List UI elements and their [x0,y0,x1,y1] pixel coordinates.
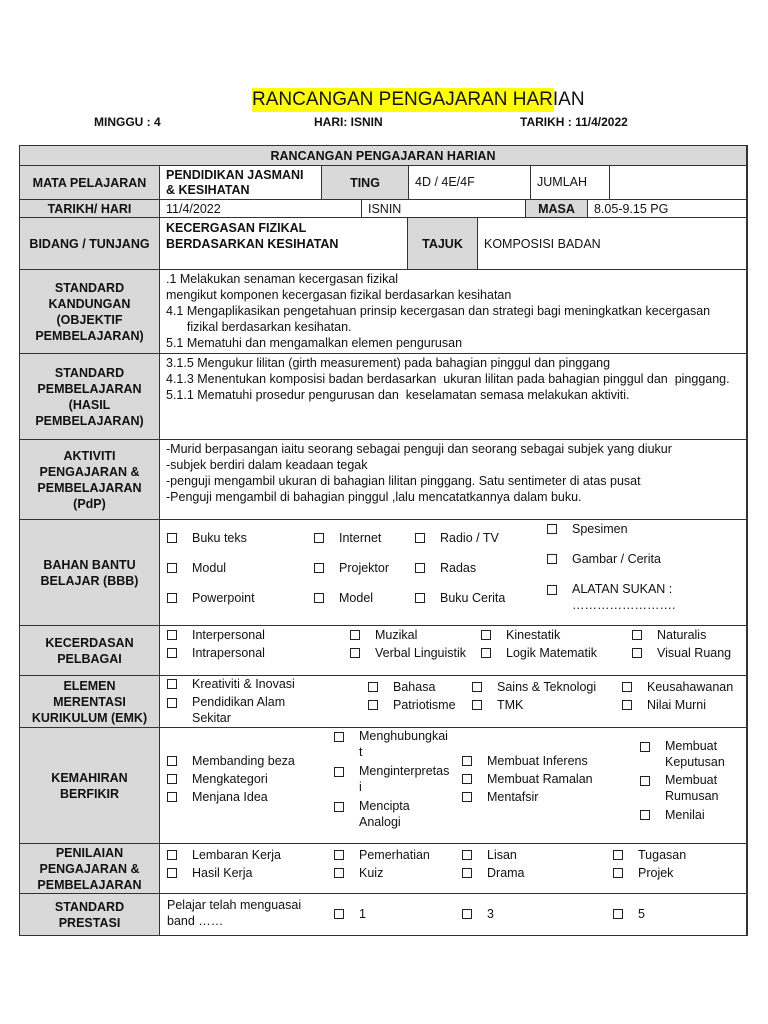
checkbox-icon[interactable] [167,679,177,689]
option-powerpoint[interactable] [167,590,255,606]
checkbox-icon[interactable] [314,593,324,603]
option-label: Menjana Idea [192,790,268,804]
option-pemerhatian[interactable] [334,847,430,863]
multiple-intelligence-label: KECERDASAN PELBAGAI [20,626,160,676]
checkbox-icon[interactable] [334,850,344,860]
learning-standard-text: 3.1.5 Mengukur lilitan (girth measurement) pada bahagian pinggul dan pinggang 4.1.3 Menentukan komposisi badan berdasarkan ukuran lilitan pada bahagian pinggul dan pinggang. 5.1.1 Mematuhi prosedur pengurusan dan keselamatan semasa melakukan aktiviti. [160,354,747,440]
option-intrapersonal[interactable] [167,645,265,661]
checkbox-icon[interactable] [167,756,177,766]
option-label: Radio / TV [440,531,499,545]
option-label: Menilai [665,808,705,822]
option-label: Membuat Rumusan [665,773,719,803]
cross-curriculum-label: ELEMEN MERENTASI KURIKULUM (EMK) [20,676,160,728]
checkbox-icon[interactable] [334,868,344,878]
checkbox-icon[interactable] [547,585,557,595]
option-mentafsir[interactable] [462,789,538,805]
learning-standard-label: STANDARD PEMBELAJARAN (HASIL PEMBELAJARAN) [20,354,160,440]
option-label: Mencipta Analogi [359,799,410,829]
option-bahasa[interactable] [368,679,435,695]
checkbox-icon[interactable] [334,732,344,742]
option-label: Muzikal [375,628,418,642]
subject-value: PENDIDIKAN JASMANI & KESIHATAN [160,166,322,200]
checkbox-icon[interactable] [632,648,642,658]
checkbox-icon[interactable] [622,682,632,692]
option-label: Menghubungkai t [359,729,448,759]
day-value: ISNIN [362,200,526,218]
checkbox-icon[interactable] [481,648,491,658]
option-label: 3 [487,907,494,921]
option-alatan-sukan[interactable] [547,581,675,613]
option-internet[interactable] [314,530,381,546]
checkbox-icon[interactable] [462,909,472,919]
option-label: Nilai Murni [647,698,707,712]
checkbox-icon[interactable] [167,563,177,573]
option-kuiz[interactable] [334,865,383,881]
cross-curriculum-options [160,676,747,728]
option-label: 5 [638,907,645,921]
option-label: Visual Ruang [657,646,732,660]
teaching-aids-label: BAHAN BANTU BELAJAR (BBB) [20,520,160,626]
checkbox-icon[interactable] [167,850,177,860]
option-radas[interactable] [415,560,476,576]
option-label: Kinestatik [506,628,561,642]
option-menjana-idea[interactable] [167,789,268,805]
option-label: Gambar / Cerita [572,552,661,566]
option-label: Pemerhatian [359,848,430,862]
checkbox-icon[interactable] [640,776,650,786]
subject-label: MATA PELAJARAN [20,166,160,200]
option-membuat-ramalan[interactable] [462,771,593,787]
option-mengkategori[interactable] [167,771,268,787]
activities-text: -Murid berpasangan iaitu seorang sebagai penguji dan seorang sebagai subjek yang diukur -subjek berdiri dalam keadaan tegak -penguji mengambil ukuran di bahagian lilitan pinggang. Satu sentimeter di atas pusat -Penguji mengambil di bahagian pinggul ,lalu mencatatkannya dalam buku. [160,440,747,520]
option-naturalis[interactable] [632,627,706,643]
option-label: Tugasan [638,848,687,862]
checkbox-icon[interactable] [167,774,177,784]
option-label: Drama [487,866,525,880]
date-value: 11/4/2022 [160,200,362,218]
checkbox-icon[interactable] [415,593,425,603]
option-radio-tv[interactable] [415,530,499,546]
checkbox-icon[interactable] [350,630,360,640]
date-day-label: TARIKH/ HARI [20,200,160,218]
option-lembaran-kerja[interactable] [167,847,281,863]
checkbox-icon[interactable] [640,810,650,820]
option-nilai-murni[interactable] [622,697,706,713]
checkbox-icon[interactable] [472,700,482,710]
option-menilai[interactable] [640,807,705,823]
option-label: Mengkategori [192,772,268,786]
checkbox-icon[interactable] [167,648,177,658]
checkbox-icon[interactable] [334,909,344,919]
option-label: Spesimen [572,522,628,536]
checkbox-icon[interactable] [368,700,378,710]
performance-standard-label: STANDARD PRESTASI [20,894,160,935]
option-label: 1 [359,907,366,921]
performance-standard-text: Pelajar telah menguasai band …… [167,898,302,928]
content-standard-text: .1 Melakukan senaman kecergasan fizikal mengikut komponen kecergasan fizikal berdasarkan kesihatan 4.1 Mengaplikasikan pengetahuan prinsip kecergasan dan strategi bagi meningkatkan kecergasan fizikal berdasarkan kesihatan. 5.1 Mematuhi dan mengamalkan elemen pengurusan [160,270,747,354]
checkbox-icon[interactable] [613,868,623,878]
option-label: Projek [638,866,674,880]
checkbox-icon[interactable] [314,563,324,573]
option-label: Membuat Inferens [487,754,588,768]
checkbox-icon[interactable] [462,792,472,802]
checkbox-icon[interactable] [622,700,632,710]
date-label: TARIKH : 11/4/2022 [520,115,628,129]
option-membuat-keputusan[interactable] [640,738,725,770]
checkbox-icon[interactable] [462,868,472,878]
total-label: JUMLAH [531,166,610,200]
option-label: Modul [192,561,227,575]
option-model[interactable] [314,590,373,606]
field-label: BIDANG / TUNJANG [20,218,160,270]
option-label: Membanding beza [192,754,295,768]
option-membanding-beza[interactable] [167,753,295,769]
option-label: Logik Matematik [506,646,598,660]
option-gambar-cerita[interactable] [547,551,661,567]
option-sains-teknologi[interactable] [472,679,596,695]
option-buku-cerita[interactable] [415,590,505,606]
option-label: Kreativiti & Inovasi [192,677,295,691]
option-label: Hasil Kerja [192,866,253,880]
checkbox-icon[interactable] [368,682,378,692]
option-label: Buku Cerita [440,591,506,605]
option-visual-ruang[interactable] [632,645,731,661]
table-title: RANCANGAN PENGAJARAN HARIAN [20,146,747,166]
option-label: Powerpoint [192,591,255,605]
option-projek[interactable] [613,865,673,881]
option-label: Model [339,591,374,605]
checkbox-icon[interactable] [547,554,557,564]
week-label: MINGGU : 4 [94,115,161,129]
option-label: Projektor [339,561,390,575]
checkbox-icon[interactable] [547,524,557,534]
checkbox-icon[interactable] [350,648,360,658]
option-label: Patriotisme [393,698,456,712]
lesson-plan-table [19,145,748,936]
option-label: Pendidikan Alam Sekitar [192,695,286,725]
teaching-aids-options [160,520,747,626]
option-tmk[interactable] [472,697,523,713]
option-label: Verbal Linguistik [375,646,467,660]
checkbox-icon[interactable] [613,850,623,860]
checkbox-icon[interactable] [415,533,425,543]
option-label: Lisan [487,848,517,862]
option-band-5[interactable] [613,906,645,922]
time-label: MASA [526,200,588,218]
option-drama[interactable] [462,865,525,881]
time-value: 8.05-9.15 PG [588,200,747,218]
option-keusahawanan[interactable] [622,679,733,695]
option-muzikal[interactable] [350,627,417,643]
option-label: Radas [440,561,477,575]
assessment-label: PENILAIAN PENGAJARAN & PEMBELAJARAN [20,844,160,894]
option-label: Naturalis [657,628,707,642]
checkbox-icon[interactable] [334,767,344,777]
checkbox-icon[interactable] [632,630,642,640]
option-projektor[interactable] [314,560,389,576]
option-lisan[interactable] [462,847,517,863]
checkbox-icon[interactable] [167,533,177,543]
form-label: TING [322,166,409,200]
option-label: Mentafsir [487,790,539,804]
checkbox-icon[interactable] [167,593,177,603]
form-value: 4D / 4E/4F [409,166,531,200]
checkbox-icon[interactable] [314,533,324,543]
option-patriotisme[interactable] [368,697,456,713]
checkbox-icon[interactable] [472,682,482,692]
thinking-skills-label: KEMAHIRAN BERFIKIR [20,728,160,844]
option-interpersonal[interactable] [167,627,265,643]
option-mencipta-analogi[interactable] [334,798,410,830]
field-value: KECERGASAN FIZIKAL BERDASARKAN KESIHATAN [160,218,408,270]
option-kreativiti-inovasi[interactable] [167,676,295,692]
option-modul[interactable] [167,560,226,576]
multiple-intelligence-options [160,626,747,676]
checkbox-icon[interactable] [481,630,491,640]
option-spesimen[interactable] [547,521,628,537]
checkbox-icon[interactable] [613,909,623,919]
activities-label: AKTIVITI PENGAJARAN & PEMBELAJARAN (PdP) [20,440,160,520]
option-menghubungkait[interactable] [334,728,448,760]
option-label: Interpersonal [192,628,265,642]
option-pendidikan-alam-sekitar[interactable] [167,694,285,726]
option-label: Buku teks [192,531,247,545]
topic-value: KOMPOSISI BADAN [478,218,747,270]
option-band-3[interactable] [462,906,494,922]
checkbox-icon[interactable] [415,563,425,573]
option-label: Sains & Teknologi [497,680,597,694]
checkbox-icon[interactable] [334,802,344,812]
option-menginterpretasi[interactable] [334,763,449,795]
option-label: Membuat Ramalan [487,772,593,786]
performance-standard-options [160,894,747,935]
option-kinestatik[interactable] [481,627,560,643]
option-label: Intrapersonal [192,646,265,660]
checkbox-icon[interactable] [462,756,472,766]
option-buku-teks[interactable] [167,530,247,546]
option-label: Internet [339,531,382,545]
option-label: Menginterpretas i [359,764,450,794]
option-label: Keusahawanan [647,680,734,694]
option-membuat-inferens[interactable] [462,753,588,769]
option-tugasan[interactable] [613,847,686,863]
option-label: Kuiz [359,866,384,880]
option-membuat-rumusan[interactable] [640,772,719,804]
document-title: RANCANGAN PENGAJARAN HARIAN [252,89,585,110]
option-label: Lembaran Kerja [192,848,281,862]
thinking-skills-options [160,728,747,844]
checkbox-icon[interactable] [640,742,650,752]
assessment-options [160,844,747,894]
option-verbal-linguistik[interactable] [350,645,466,661]
option-label: ALATAN SUKAN : ……………………. [572,582,676,612]
checkbox-icon[interactable] [462,774,472,784]
checkbox-icon[interactable] [167,868,177,878]
option-hasil-kerja[interactable] [167,865,252,881]
option-label: Bahasa [393,680,436,694]
topic-label: TAJUK [408,218,478,270]
total-value [610,166,747,200]
content-standard-label: STANDARD KANDUNGAN (OBJEKTIF PEMBELAJARAN) [20,270,160,354]
option-band-1[interactable] [334,906,366,922]
option-label: TMK [497,698,524,712]
checkbox-icon[interactable] [462,850,472,860]
option-label: Membuat Keputusan [665,739,725,769]
checkbox-icon[interactable] [167,630,177,640]
option-logik-matematik[interactable] [481,645,597,661]
checkbox-icon[interactable] [167,792,177,802]
day-label: HARI: ISNIN [314,115,383,129]
checkbox-icon[interactable] [167,698,177,708]
